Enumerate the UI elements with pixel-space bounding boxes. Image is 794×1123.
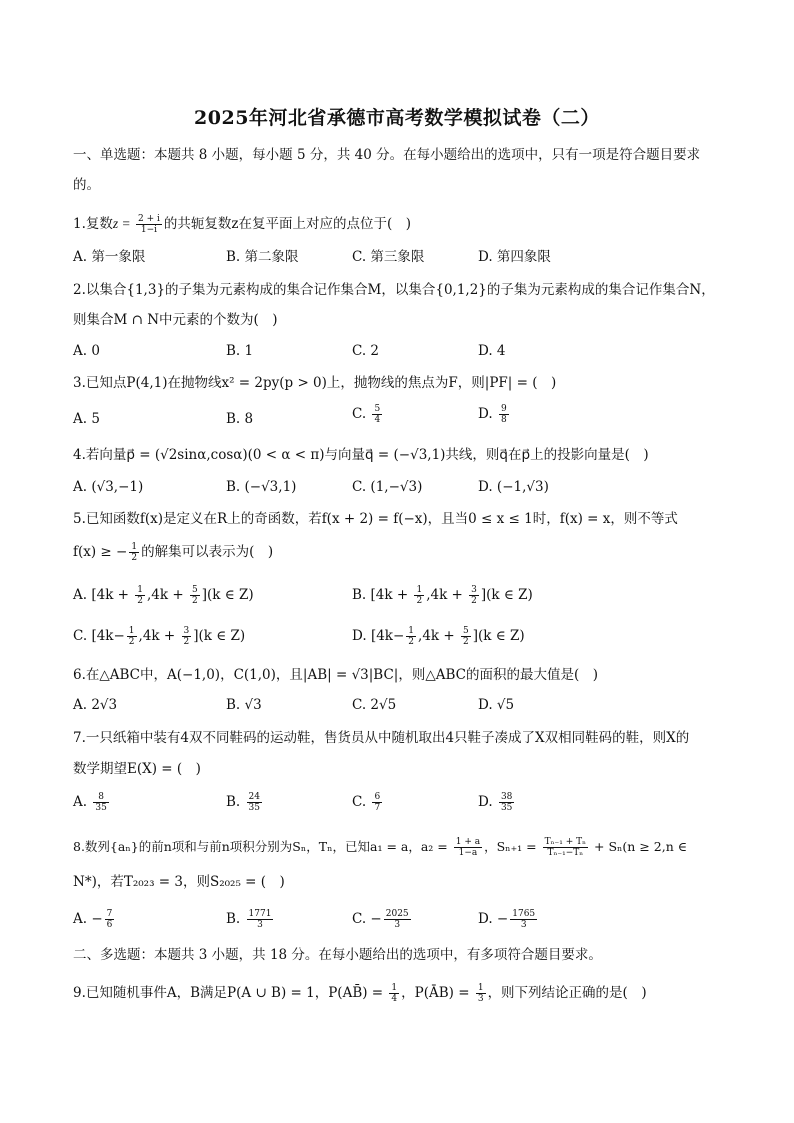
q7-b-frac [247,792,262,813]
q5-option-d [352,626,525,647]
q3-option-c [352,404,384,425]
q5-stem-line2 [73,542,273,563]
q8-option-a [73,909,116,930]
q8-f2-den: Tₙ₋₁−Tₙ [547,848,584,858]
q1-option-a: A. 第一象限 [73,249,146,265]
q3-c-num: 5 [374,404,381,414]
q3-d-num: 9 [500,404,507,414]
q8-part-c: + Sₙ(n ≥ 2,n ∈ [590,839,687,854]
q5-stem-line1: 5.已知函数f(x)是定义在R上的奇函数，若f(x + 2) = f(−x)，且当0 ≤ x ≤ 1时，f(x) = x，则不等式 [73,511,678,527]
q5-c-part3: ](k ∈ Z) [193,628,246,644]
q5-line2-pre: f(x) ≥ − [73,544,128,560]
q8-a-den: 6 [106,920,113,930]
q5-d-label: D. [352,628,371,644]
q5-d-frac1 [406,626,416,647]
q5-a-f2d: 2 [191,596,198,606]
q7-d-label: D. [478,794,497,810]
q5-frac-num: 1 [131,542,138,552]
q8-option-b [226,909,275,930]
q7-d-den: 35 [500,803,513,813]
q6-option-c: C. 2√5 [352,697,397,713]
q5-c-f1n: 1 [128,626,135,636]
q2-option-b: B. 1 [226,343,254,359]
q7-option-d [478,792,516,813]
q5-d-f1d: 2 [408,637,415,647]
q5-b-frac2 [469,585,479,606]
q5-d-part2: ,4k + [418,628,459,644]
q8-d-label: D. − [478,911,509,927]
q5-a-f1n: 1 [137,585,144,595]
q1-fraction [136,214,162,235]
q5-d-f2n: 5 [463,626,469,636]
q8-a-label: A. − [73,911,103,927]
q5-c-part2: ,4k + [138,628,180,644]
q7-stem-line2: 数学期望E(X) = ( ) [73,761,201,777]
q7-c-den: 7 [374,803,381,813]
q5-line2-post: 的解集可以表示为( ) [141,544,274,560]
q1-option-c: C. 第三象限 [352,249,425,265]
q2-option-c: C. 2 [352,343,380,359]
q5-option-c [73,626,245,647]
q8-c-den: 3 [394,920,401,930]
q8-b-label: B. [226,911,245,927]
section1-heading: 一、单选题：本题共 8 小题，每小题 5 分，共 40 分。在每小题给出的选项中，只有一项是符合题目要求 [73,147,701,163]
q9-f1-den: 4 [391,994,398,1004]
q5-d-part3: ](k ∈ Z) [472,628,525,644]
q5-c-label: C. [73,628,92,644]
exam-title: 2025年河北省承德市高考数学模拟试卷（二） [194,107,600,129]
q1-frac-num: 2 + i [138,214,160,224]
q1-stem [73,214,411,235]
q8-part-b: ，Sₙ₊₁ = [484,839,541,854]
q7-d-num: 38 [500,792,513,802]
q3-option-d [478,404,511,425]
q8-stem-line1 [73,837,687,858]
q8-c-label: C. − [352,911,382,927]
q2-stem-line2: 则集合M ∩ N中元素的个数为( ) [73,312,278,328]
q8-b-den: 3 [257,920,263,930]
q3-option-c-frac [372,404,382,425]
q9-post: ，则下列结论正确的是( ) [487,985,647,1001]
q7-a-label: A. [73,794,92,810]
q5-frac-den: 2 [131,553,138,563]
q3-option-a: A. 5 [73,411,100,427]
q5-option-b [352,585,533,606]
q3-option-b: B. 8 [226,411,254,427]
q8-stem-line2: N*)，若T₂₀₂₃ = 3，则S₂₀₂₅ = ( ) [73,874,285,890]
q9-f2-num: 1 [477,983,484,993]
q1-post: 的共轭复数z在复平面上对应的点位于( ) [163,216,412,232]
q5-c-frac2 [182,626,192,647]
q6-option-b: B. √3 [226,697,262,713]
q7-a-num: 8 [93,792,108,803]
q8-d-num: 1765 [512,909,536,919]
q9-stem [73,983,647,1004]
q5-a-part3: ](k ∈ Z) [201,587,254,603]
q5-c-f2d: 2 [183,637,190,647]
q8-frac1 [454,837,482,858]
q5-b-part2: ,4k + [426,587,468,603]
q5-option-a [73,585,254,606]
q7-c-frac [372,792,382,813]
q7-option-c [352,792,384,813]
q4-stem: 4.若向量p⃗ = (√2sinα,cosα)(0 < α < π)与向量q⃗ = (−√3,1)共线，则q⃗在p⃗上的投影向量是( ) [73,447,649,463]
q5-b-part1: [4k + [370,587,413,603]
q5-b-f2n: 3 [471,585,477,595]
q5-a-part1: [4k + [91,587,134,603]
section1-heading-cont: 的。 [73,177,100,193]
q8-f2-num: Tₙ₋₁ + Tₙ [544,837,587,847]
q5-a-frac2 [190,585,200,606]
q8-b-frac [247,909,274,930]
q7-d-frac [499,792,514,813]
q5-a-f2n: 5 [191,585,198,595]
q7-a-frac [93,792,108,813]
q8-option-d [478,909,539,930]
q9-mid: ，P(ĀB) = [401,985,474,1001]
q8-a-frac [105,909,115,930]
q7-a-den: 35 [95,803,107,813]
q9-f2-den: 3 [477,994,484,1004]
q8-d-den: 3 [520,920,527,930]
q7-c-num: 6 [374,792,381,802]
q3-d-den: 8 [500,415,507,425]
q7-b-den: 35 [248,803,260,813]
q4-option-d: D. (−1,√3) [478,479,549,495]
q9-f1-num: 1 [391,983,398,993]
q1-pre: 1.复数 [73,216,113,232]
q5-b-frac1 [414,585,424,606]
q4-option-b: B. (−√3,1) [226,479,297,495]
q7-c-label: C. [352,794,371,810]
q8-f1-den: 1−a [458,848,478,858]
q7-b-label: B. [226,794,245,810]
q5-b-part3: ](k ∈ Z) [480,587,533,603]
q8-a-num: 7 [106,909,113,919]
section2-heading: 二、多选题：本题共 3 小题，共 18 分。在每小题给出的选项中，有多项符合题目要求。 [73,947,602,963]
q9-frac1 [389,983,399,1004]
q8-f1-num: 1 + a [455,837,481,847]
q4-option-c: C. (1,−√3) [352,479,423,495]
q5-a-part2: ,4k + [147,587,188,603]
q8-option-c [352,909,413,930]
q3-option-c-label: C. [352,406,371,422]
q5-b-f1n: 1 [416,585,423,595]
q5-a-label: A. [73,587,92,603]
q3-option-d-label: D. [478,406,497,422]
q8-b-num: 1771 [248,909,272,919]
q1-option-d: D. 第四象限 [478,249,551,265]
q5-b-label: B. [352,587,371,603]
q2-option-a: A. 0 [73,343,100,359]
q5-line2-frac [129,542,139,563]
q1-frac-den: 1−i [140,225,158,235]
q3-c-den: 4 [374,415,381,425]
q8-d-frac [510,909,537,930]
q1-z: z = [112,216,135,231]
q7-option-b [226,792,264,813]
q8-frac2 [543,837,588,858]
q7-option-a [73,792,111,813]
q1-option-b: B. 第二象限 [226,249,299,265]
q5-d-frac2 [461,626,471,647]
q8-part-a: 8.数列{aₙ}的前n项和与前n项积分别为Sₙ，Tₙ，已知a₁ = a，a₂ = [73,839,452,854]
q5-d-f1n: 1 [408,626,415,636]
q5-c-f1d: 2 [128,637,135,647]
q3-stem: 3.已知点P(4,1)在抛物线x² = 2py(p > 0)上，抛物线的焦点为F，则|PF| = ( ) [73,375,557,391]
q2-stem-line1: 2.以集合{1,3}的子集为元素构成的集合记作集合M，以集合{0,1,2}的子集为元素构成的集合记作集合N， [73,282,715,298]
q5-a-frac1 [135,585,145,606]
q5-c-part1: [4k− [91,628,125,644]
q5-d-f2d: 2 [463,637,469,647]
q5-b-f2d: 2 [471,596,477,606]
q6-option-d: D. √5 [478,697,515,713]
q5-c-frac1 [127,626,137,647]
q9-frac2 [476,983,486,1004]
q3-option-d-frac [499,404,509,425]
q5-d-part1: [4k− [370,628,405,644]
q8-c-frac [384,909,411,930]
q7-stem-line1: 7.一只纸箱中装有4双不同鞋码的运动鞋，售货员从中随机取出4只鞋子凑成了X双相同鞋码的鞋，则X的 [73,730,690,746]
q8-c-num: 2025 [385,909,409,919]
q5-b-f1d: 2 [416,596,423,606]
q5-c-f2n: 3 [183,626,190,636]
q4-option-a: A. (√3,−1) [73,479,144,495]
q9-pre: 9.已知随机事件A，B满足P(A ∪ B) = 1，P(AB̄) = [73,985,388,1001]
q6-stem: 6.在△ABC中，A(−1,0)，C(1,0)，且|AB| = √3|BC|，则△ABC的面积的最大值是( ) [73,667,599,683]
q2-option-d: D. 4 [478,343,506,359]
q7-b-num: 24 [248,792,260,802]
q5-a-f1d: 2 [137,596,144,606]
q6-option-a: A. 2√3 [73,697,118,713]
